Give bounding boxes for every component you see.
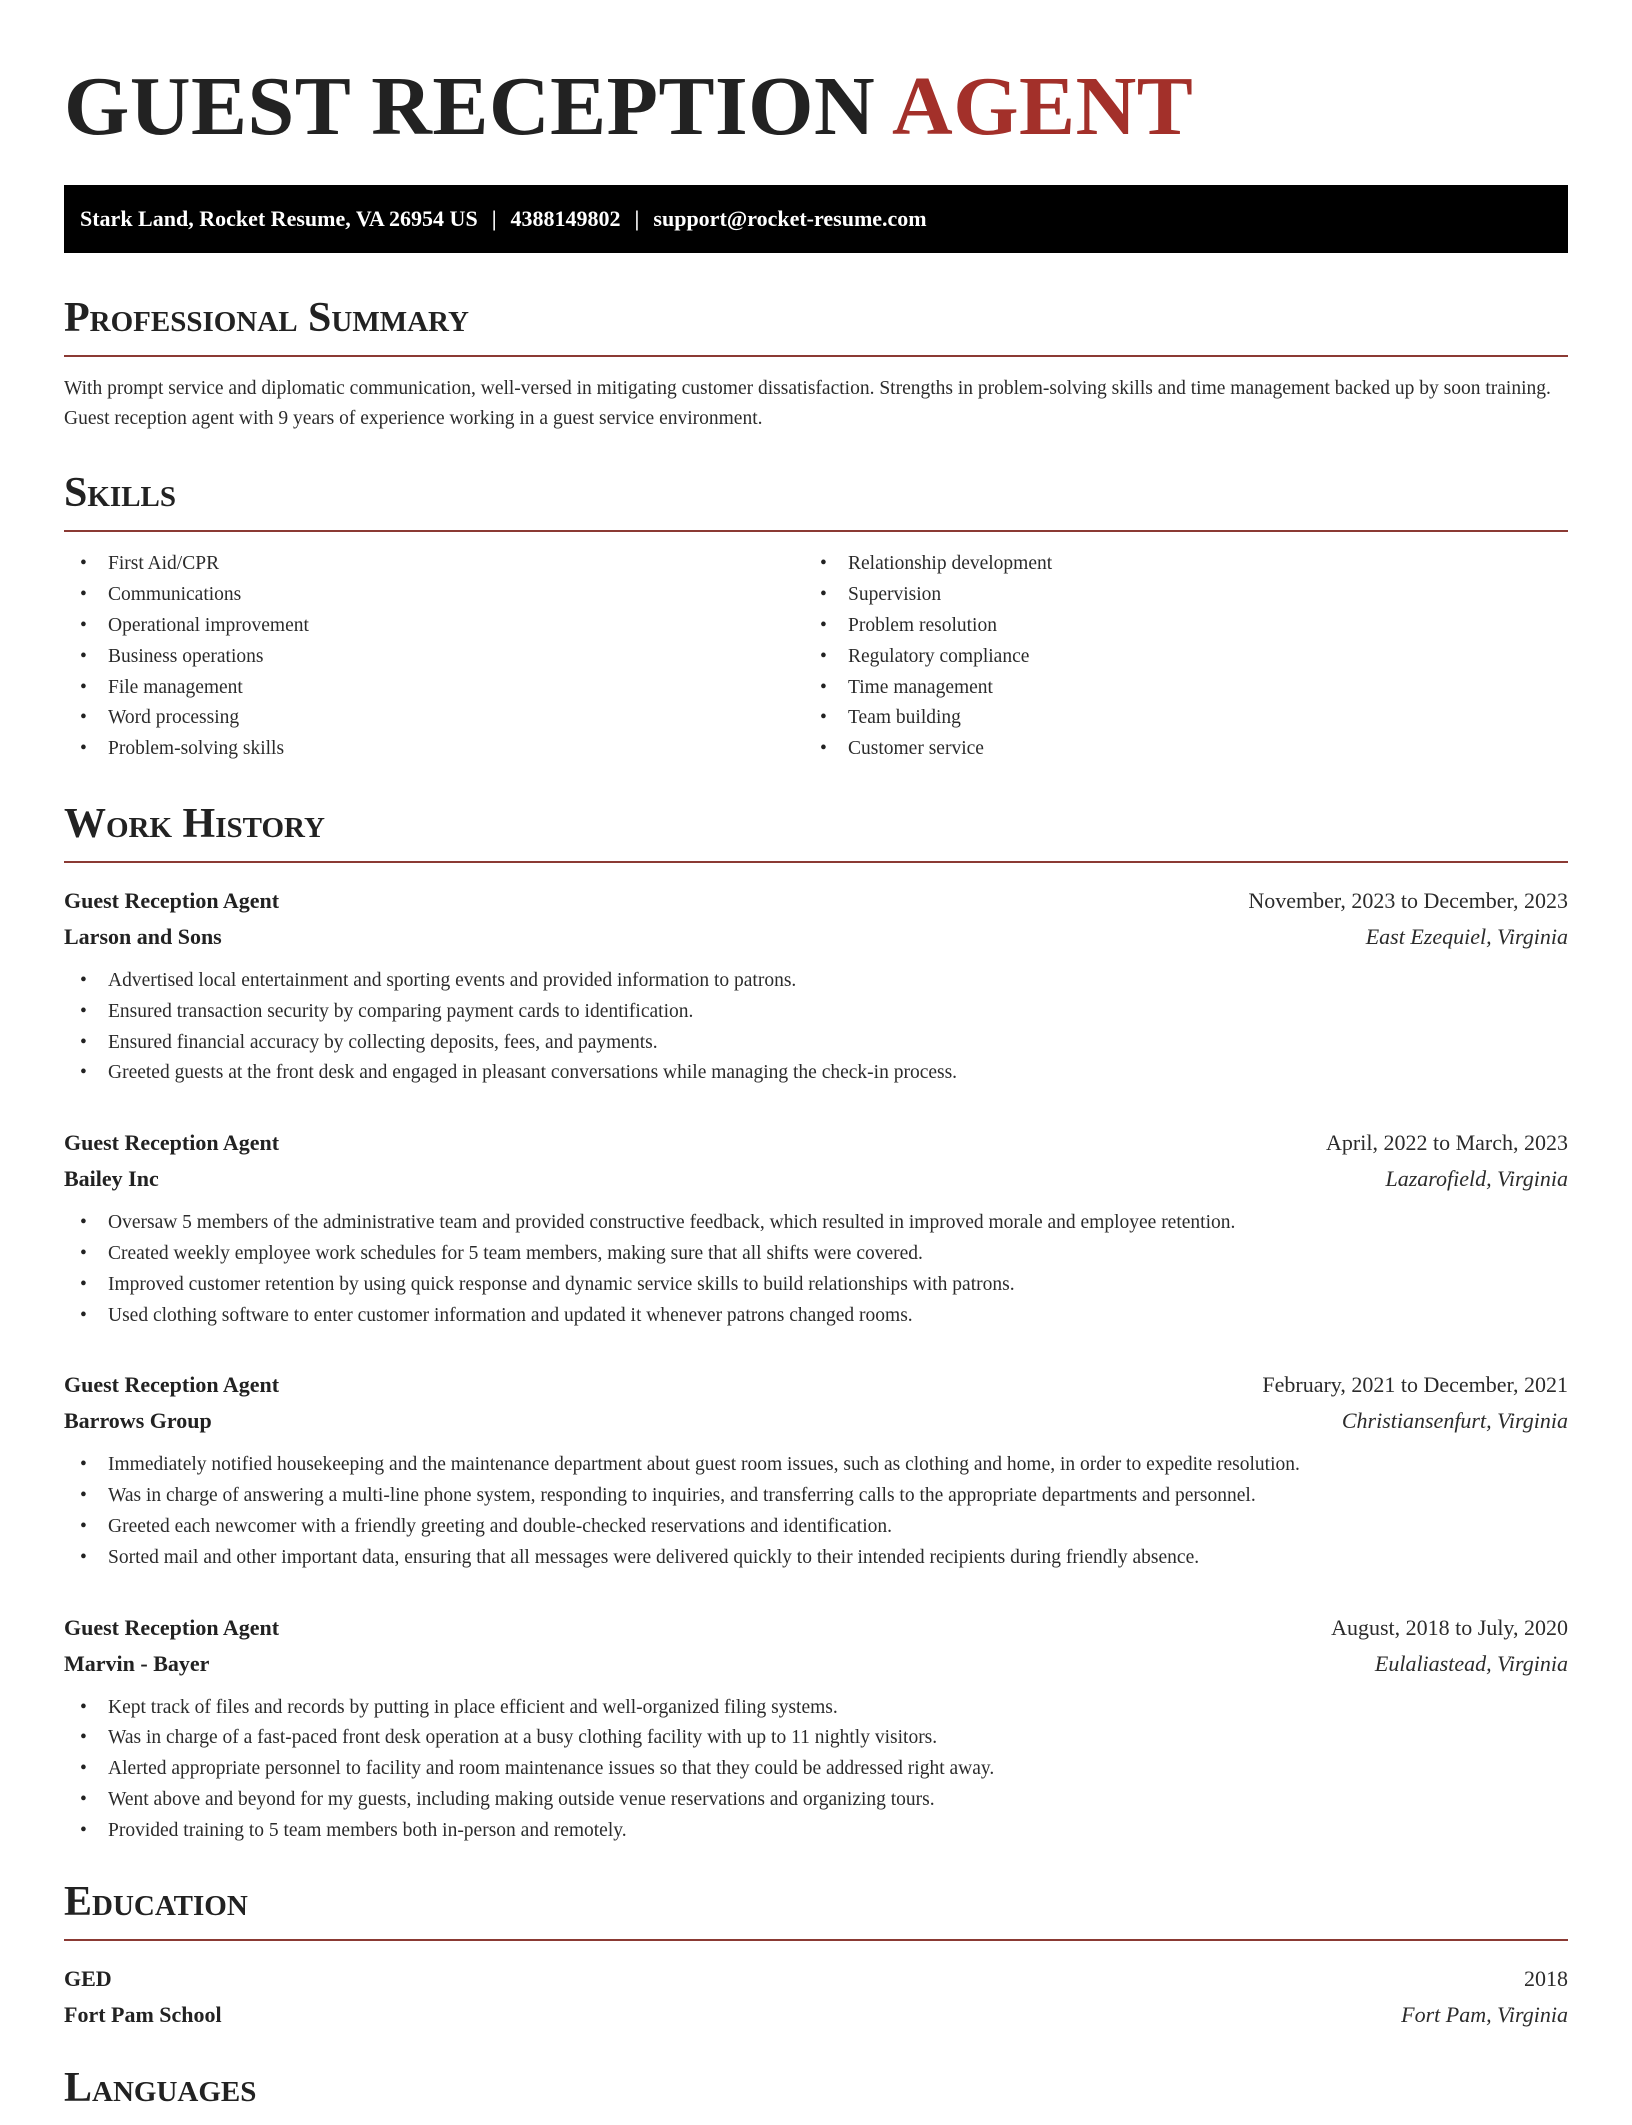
skill-item: • Word processing: [64, 703, 804, 734]
section-heading-education: Education: [64, 1881, 1568, 1941]
name-main: GUEST RECEPTION: [64, 60, 876, 153]
job-title: Guest Reception Agent: [64, 1372, 280, 1398]
job-entry: [64, 1610, 1568, 1847]
skills-columns: [64, 549, 1568, 765]
job-bullet: • Greeted each newcomer with a friendly greeting and double-checked reservations and identification.: [64, 1512, 1568, 1543]
job-bullet: • Was in charge of a fast-paced front desk operation at a busy clothing facility with up to 11 nightly visitors.: [64, 1723, 1568, 1754]
contact-bar: [64, 185, 1568, 253]
skill-item: • Problem resolution: [804, 611, 1544, 642]
contact-email: support@rocket-resume.com: [653, 206, 927, 232]
summary-section: [64, 297, 1568, 434]
job-bullet: • Was in charge of answering a multi-line phone system, responding to inquiries, and transferring calls to the appropriate departments and personnel.: [64, 1481, 1568, 1512]
job-bullet: • Improved customer retention by using quick response and dynamic service skills to build relationships with patrons.: [64, 1270, 1568, 1301]
skill-item: • Team building: [804, 703, 1544, 734]
job-title: Guest Reception Agent: [64, 1130, 280, 1156]
contact-separator: |: [491, 206, 497, 232]
skill-item: • Regulatory compliance: [804, 642, 1544, 673]
section-heading-summary: Professional Summary: [64, 297, 1568, 357]
summary-text: With prompt service and diplomatic communication, well-versed in mitigating customer dissatisfaction. Strengths in problem-solving skills and time management backed up by soon training. Guest reception agent with 9 years of experience working in a guest service environment.: [64, 378, 1551, 430]
contact-address: Stark Land, Rocket Resume, VA 26954 US: [80, 206, 478, 232]
skill-item: • Supervision: [804, 580, 1544, 611]
skills-right-column: [804, 549, 1544, 765]
job-bullets: [64, 1693, 1568, 1847]
skill-item: • Problem-solving skills: [64, 734, 804, 765]
job-location: Christiansenfurt, Virginia: [1341, 1408, 1568, 1434]
job-entry: [64, 1125, 1568, 1331]
education-degree: GED: [64, 1965, 112, 1991]
job-title: Guest Reception Agent: [64, 1614, 280, 1640]
job-bullet: • Alerted appropriate personnel to facility and room maintenance issues so that they could be addressed right away.: [64, 1754, 1568, 1785]
job-company: Marvin - Bayer: [64, 1650, 210, 1676]
job-bullet: • Oversaw 5 members of the administrative team and provided constructive feedback, which resulted in improved morale and employee retention.: [64, 1208, 1568, 1239]
job-entry: [64, 883, 1568, 1089]
section-heading-languages: Languages: [64, 2064, 257, 2111]
job-bullets: [64, 1208, 1568, 1331]
education-section: [64, 1878, 1568, 2033]
job-bullets: [64, 1450, 1568, 1573]
job-bullet: • Used clothing software to enter customer information and updated it whenever patrons changed rooms.: [64, 1301, 1568, 1332]
job-bullet: • Ensured financial accuracy by collecting deposits, fees, and payments.: [64, 1028, 1568, 1059]
skill-item: • Time management: [804, 673, 1544, 704]
job-bullets: [64, 966, 1568, 1089]
education-year: 2018: [1524, 1965, 1568, 1991]
skills-section: [64, 472, 1568, 765]
job-company: Barrows Group: [64, 1408, 212, 1434]
job-dates: August, 2018 to July, 2020: [1331, 1614, 1568, 1640]
job-bullet: • Sorted mail and other important data, ensuring that all messages were delivered quickly to their intended recipients during friendly absence.: [64, 1543, 1568, 1574]
job-location: East Ezequiel, Virginia: [1365, 924, 1568, 950]
job-dates: April, 2022 to March, 2023: [1326, 1130, 1568, 1156]
section-heading-work-history: Work History: [64, 803, 1568, 863]
job-company: Bailey Inc: [64, 1166, 159, 1192]
job-bullet: • Provided training to 5 team members both in-person and remotely.: [64, 1816, 1568, 1847]
skill-item: • Business operations: [64, 642, 804, 673]
skill-item: • Communications: [64, 580, 804, 611]
resume-page: [64, 0, 1568, 2125]
job-bullet: • Greeted guests at the front desk and engaged in pleasant conversations while managing the check-in process.: [64, 1058, 1568, 1089]
contact-separator: |: [634, 206, 640, 232]
job-bullet: • Ensured transaction security by comparing payment cards to identification.: [64, 997, 1568, 1028]
job-title: Guest Reception Agent: [64, 888, 280, 914]
job-location: Lazarofield, Virginia: [1385, 1166, 1568, 1192]
job-dates: November, 2023 to December, 2023: [1248, 888, 1568, 914]
skills-left-column: [64, 549, 804, 765]
education-entry: [64, 1961, 1568, 2033]
job-bullet: • Created weekly employee work schedules for 5 team members, making sure that all shifts were covered.: [64, 1239, 1568, 1270]
languages-section: [64, 2064, 1568, 2125]
work-history-section: [64, 803, 1568, 1847]
skill-item: • Operational improvement: [64, 611, 804, 642]
job-location: Eulaliastead, Virginia: [1374, 1650, 1568, 1676]
education-school: Fort Pam School: [64, 2001, 222, 2027]
job-dates: February, 2021 to December, 2021: [1262, 1372, 1568, 1398]
job-entry: [64, 1367, 1568, 1573]
education-location: Fort Pam, Virginia: [1401, 2001, 1568, 2027]
name-accent: AGENT: [892, 60, 1194, 153]
skill-item: • Customer service: [804, 734, 1544, 765]
job-bullet: • Kept track of files and records by putting in place efficient and well-organized filing systems.: [64, 1693, 1568, 1724]
job-company: Larson and Sons: [64, 924, 222, 950]
candidate-name: [64, 56, 1568, 158]
contact-phone: 4388149802: [510, 206, 621, 232]
job-bullet: • Advertised local entertainment and sporting events and provided information to patrons.: [64, 966, 1568, 997]
skill-item: • Relationship development: [804, 549, 1544, 580]
job-bullet: • Immediately notified housekeeping and the maintenance department about guest room issues, such as clothing and home, in order to expedite resolution.: [64, 1450, 1568, 1481]
job-bullet: • Went above and beyond for my guests, including making outside venue reservations and organizing tours.: [64, 1785, 1568, 1816]
skill-item: • File management: [64, 673, 804, 704]
skill-item: • First Aid/CPR: [64, 549, 804, 580]
section-heading-skills: Skills: [64, 472, 1568, 532]
